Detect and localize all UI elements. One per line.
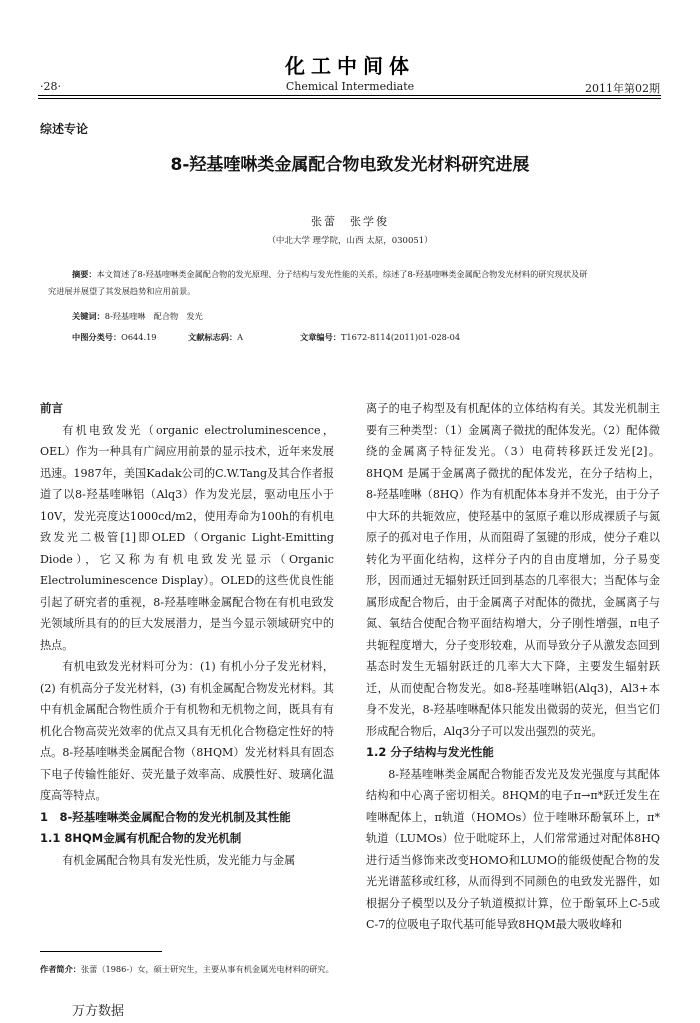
footnote-rule bbox=[40, 951, 162, 952]
abstract-text-2: 究进展并展望了其发展趋势和应用前景。 bbox=[48, 286, 196, 296]
paragraph: 离子的电子构型及有机配体的立体结构有关。其发光机制主要有三种类型：（1）金属离子微扰的配体发光。（2）配体微绕的金属离子特征发光。（3）电荷转移跃迁发光[2]。8HQM 是属于金属离子微扰的配体发光，在分子结构上，8-羟基喹啉（8HQ）作为有机配体本身并不发光，由于分子中大环的共轭效应，使羟基中的氢原子难以形成裸质子与氮原子的孤对电子作用，从而阻碍了氢键的形成，使分子难以转化为平面化结构，这样分子内的自由度增加，分子易变形，因而通过无辐射跃迁回到基态的几率很大；当配体与金属形成配合物后，由于金属离子对配体的微扰，金属离子与氮、氧结合使配合物平面结构增大，分子刚性增强，π电子共轭程度增大，分子变形较难，从而导致分子从激发态回到基态时发生无辐射跃迁的几率大大下降，主要发生辐射跃迁，从而使配合物发光。如8-羟基喹啉铝(Alq3)，Al3+本身不发光，8-羟基喹啉配体只能发出微弱的荧光，但当它们形成配合物后，Alq3分子可以发出强烈的荧光。 bbox=[366, 402, 660, 738]
paragraph: 8-羟基喹啉类金属配合物能否发光及发光强度与其配体结构和中心离子密切相关。8HQM的电子π→π*跃迁发生在喹啉配体上，π轨道（HOMOs）位于喹啉环酚氧环上，π*轨道（LUMOs）位于吡啶环上，人们常常通过对配体8HQ进行适当修饰来改变HOMO和LUMO的能级使配合物的发光光谱蓝移或红移，从而得到不同颜色的电致发光器件，如根据分子模型以及分子轨道模拟计算，位于酚氧环上C-5或C-7的位吸电子取代基可能导致8HQM最大吸收峰和 bbox=[366, 767, 660, 931]
watermark: 万方数据 bbox=[72, 1004, 125, 1019]
document-code bbox=[188, 332, 243, 343]
abstract-text-1: 本文简述了8-羟基喹啉类金属配合物的发光原理、分子结构与发光性能的关系，综述了8-羟基喹啉类金属配合物发光材料的研究现状及研 bbox=[96, 269, 588, 279]
header-rule-thin bbox=[38, 98, 661, 99]
clc-number bbox=[72, 332, 157, 343]
issue-label: 2011年第02期 bbox=[585, 82, 660, 95]
affiliation: （中北大学 理学院，山西 太原，030051） bbox=[267, 236, 433, 246]
page-number: ·28· bbox=[40, 80, 61, 93]
author-footnote bbox=[40, 962, 334, 976]
keywords-value: 8-羟基喹啉 配合物 发光 bbox=[104, 311, 203, 321]
heading-section-1: 1 8-羟基喹啉类金属配合物的发光机制及其性能 bbox=[40, 809, 291, 824]
clc-value: O644.19 bbox=[121, 332, 157, 342]
section-label: 综述专论 bbox=[40, 122, 89, 136]
article-number bbox=[300, 332, 460, 343]
article-no-label: 文章编号： bbox=[300, 332, 341, 342]
paragraph: 有机电致发光（organic electroluminescence，OEL）作为一种具有广阔应用前景的显示技术，近年来发展迅速。1987年，美国Kadak公司的C.W.Tang及其合作者报道了以8-羟基喹啉铝（Alq3）作为发光层，驱动电压小于10V，发光亮度达1000cd/m2，使用寿命为100h的有机电致发光二极管[1]即OLED（Organic Light-Emitting Diode），它又称为有机电致发光显示（Organic Electroluminescence Display）。OLED的这些优良性能引起了研究者的重视，8-羟基喹啉金属配合物在有机电致发光领域所具有的的巨大发展潜力，是当今显示领域研究中的热点。 bbox=[40, 423, 334, 652]
footnote-label: 作者简介： bbox=[40, 964, 81, 974]
abstract-label: 摘要： bbox=[72, 269, 97, 279]
right-column bbox=[366, 398, 660, 936]
article-title: 8-羟基喹啉类金属配合物电致发光材料研究进展 bbox=[170, 155, 530, 175]
left-column bbox=[40, 398, 334, 871]
heading-preface: 前言 bbox=[40, 401, 63, 415]
doc-code-value: A bbox=[237, 332, 244, 342]
journal-english-name: Chemical Intermediate bbox=[285, 80, 415, 93]
keywords-label: 关键词： bbox=[72, 311, 105, 321]
heading-section-1-2: 1.2 分子结构与发光性能 bbox=[366, 745, 494, 759]
keywords bbox=[72, 311, 203, 322]
heading-section-1-1: 1.1 8HQM金属有机配合物的发光机制 bbox=[40, 831, 242, 845]
authors: 张蕾 张学俊 bbox=[311, 215, 389, 228]
abstract bbox=[48, 266, 640, 300]
paragraph: 有机金属配合物具有发光性质，发光能力与金属 bbox=[62, 853, 296, 867]
journal-masthead: 化工中间体 bbox=[285, 54, 415, 78]
doc-code-label: 文献标志码： bbox=[188, 332, 238, 342]
clc-label: 中图分类号： bbox=[72, 332, 122, 342]
footnote-text: 张蕾（1986-）女，硕士研究生，主要从事有机金属光电材料的研究。 bbox=[80, 964, 334, 974]
header-rule bbox=[38, 95, 661, 96]
paragraph: 有机电致发光材料可分为：(1) 有机小分子发光材料，(2) 有机高分子发光材料，(3) 有机金属配合物发光材料。其中有机金属配合物性质介于有机物和无机物之间，既具有有机化合物高荧光效率的优点又具有无机化合物稳定性好的特点。8-羟基喹啉类金属配合物（8HQM）发光材料具有固态下电子传输性能好、荧光量子效率高、成膜性好、玻璃化温度高等特点。 bbox=[40, 660, 334, 802]
article-no-value: T1672-8114(2011)01-028-04 bbox=[340, 332, 461, 342]
